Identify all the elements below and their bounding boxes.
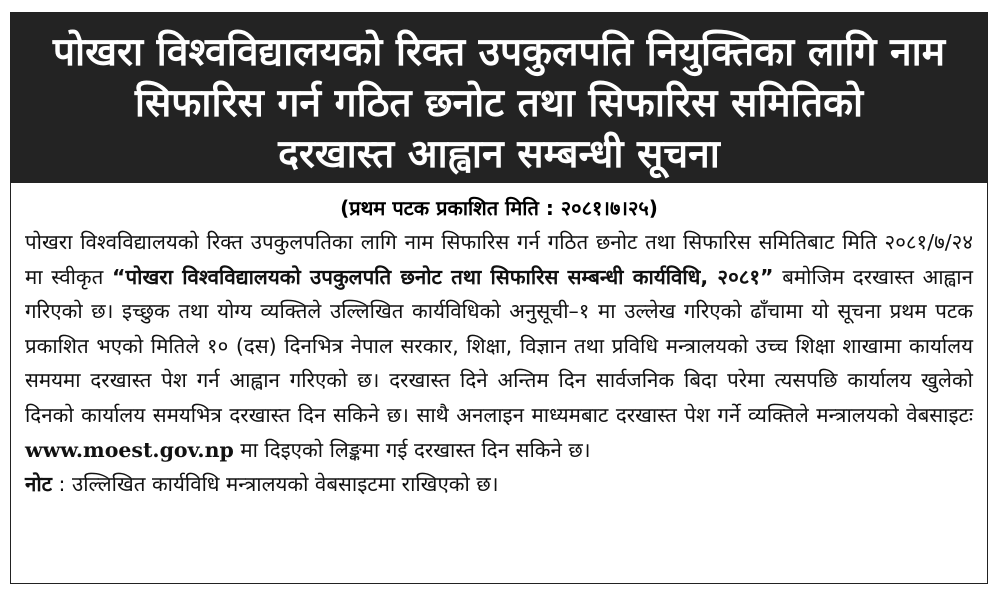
notice — [10, 12, 988, 584]
body-text-part-1: पोखरा विश्वविद्यालयको रिक्त उपकुलपतिका लागि नाम सिफारिस गर्न गठित छनोट तथा सिफारिस समितिबाट मिति २०८१/७/२४ मा स्वीकृत — [25, 230, 973, 289]
body-paragraph — [25, 225, 973, 467]
notice-title-line-1: पोखरा विश्वविद्यालयको रिक्त उपकुलपति नियुक्तिका लागि नाम — [52, 30, 946, 75]
body-text-part-3: मा दिइएको लिङ्कमा गई दरखास्त दिन सकिने छ। — [233, 437, 591, 462]
notice-title-line-3: दरखास्त आह्वान सम्बन्धी सूचना — [278, 132, 720, 177]
notice-header — [11, 13, 987, 183]
note-label: नोट — [25, 472, 53, 497]
note-text: : उल्लिखित कार्यविधि मन्त्रालयको वेबसाइटमा राखिएको छ। — [52, 472, 499, 497]
procedure-name: “पोखरा विश्वविद्यालयको उपकुलपति छनोट तथा सिफारिस सम्बन्धी कार्यविधि, २०८१” — [112, 264, 774, 289]
publication-date: (प्रथम पटक प्रकाशित मिति : २०८१।७।२५) — [340, 196, 658, 220]
body-text-part-2: बमोजिम दरखास्त आह्वान गरिएको छ। इच्छुक तथा योग्य व्यक्तिले उल्लिखित कार्यविधिको अनुसूची–१ मा उल्लेख गरिएको ढाँचामा यो सूचना प्रथम पटक प्रकाशित भएको मितिले १० (दस) दिनभित्र नेपाल सरकार, शिक्षा, विज्ञान तथा प्रविधि मन्त्रालयको उच्च शिक्षा शाखामा कार्यालय समयमा दरखास्त पेश गर्न आह्वान गरिएको छ। दरखास्त दिने अन्तिम दिन सार्वजनिक बिदा परेमा त्यसपछि कार्यालय खुलेको दिनको कार्यालय समयभित्र दरखास्त दिन सकिने छ। साथै अनलाइन माध्यमबाट दरखास्त पेश गर्ने व्यक्तिले मन्त्रालयको वेबसाइटः — [25, 264, 973, 427]
notice-body — [11, 223, 987, 502]
ministry-website-link[interactable]: www.moest.gov.np — [25, 437, 234, 462]
notice-title-line-2: सिफारिस गर्न गठित छनोट तथा सिफारिस समितिको — [134, 81, 864, 126]
note — [25, 467, 973, 502]
